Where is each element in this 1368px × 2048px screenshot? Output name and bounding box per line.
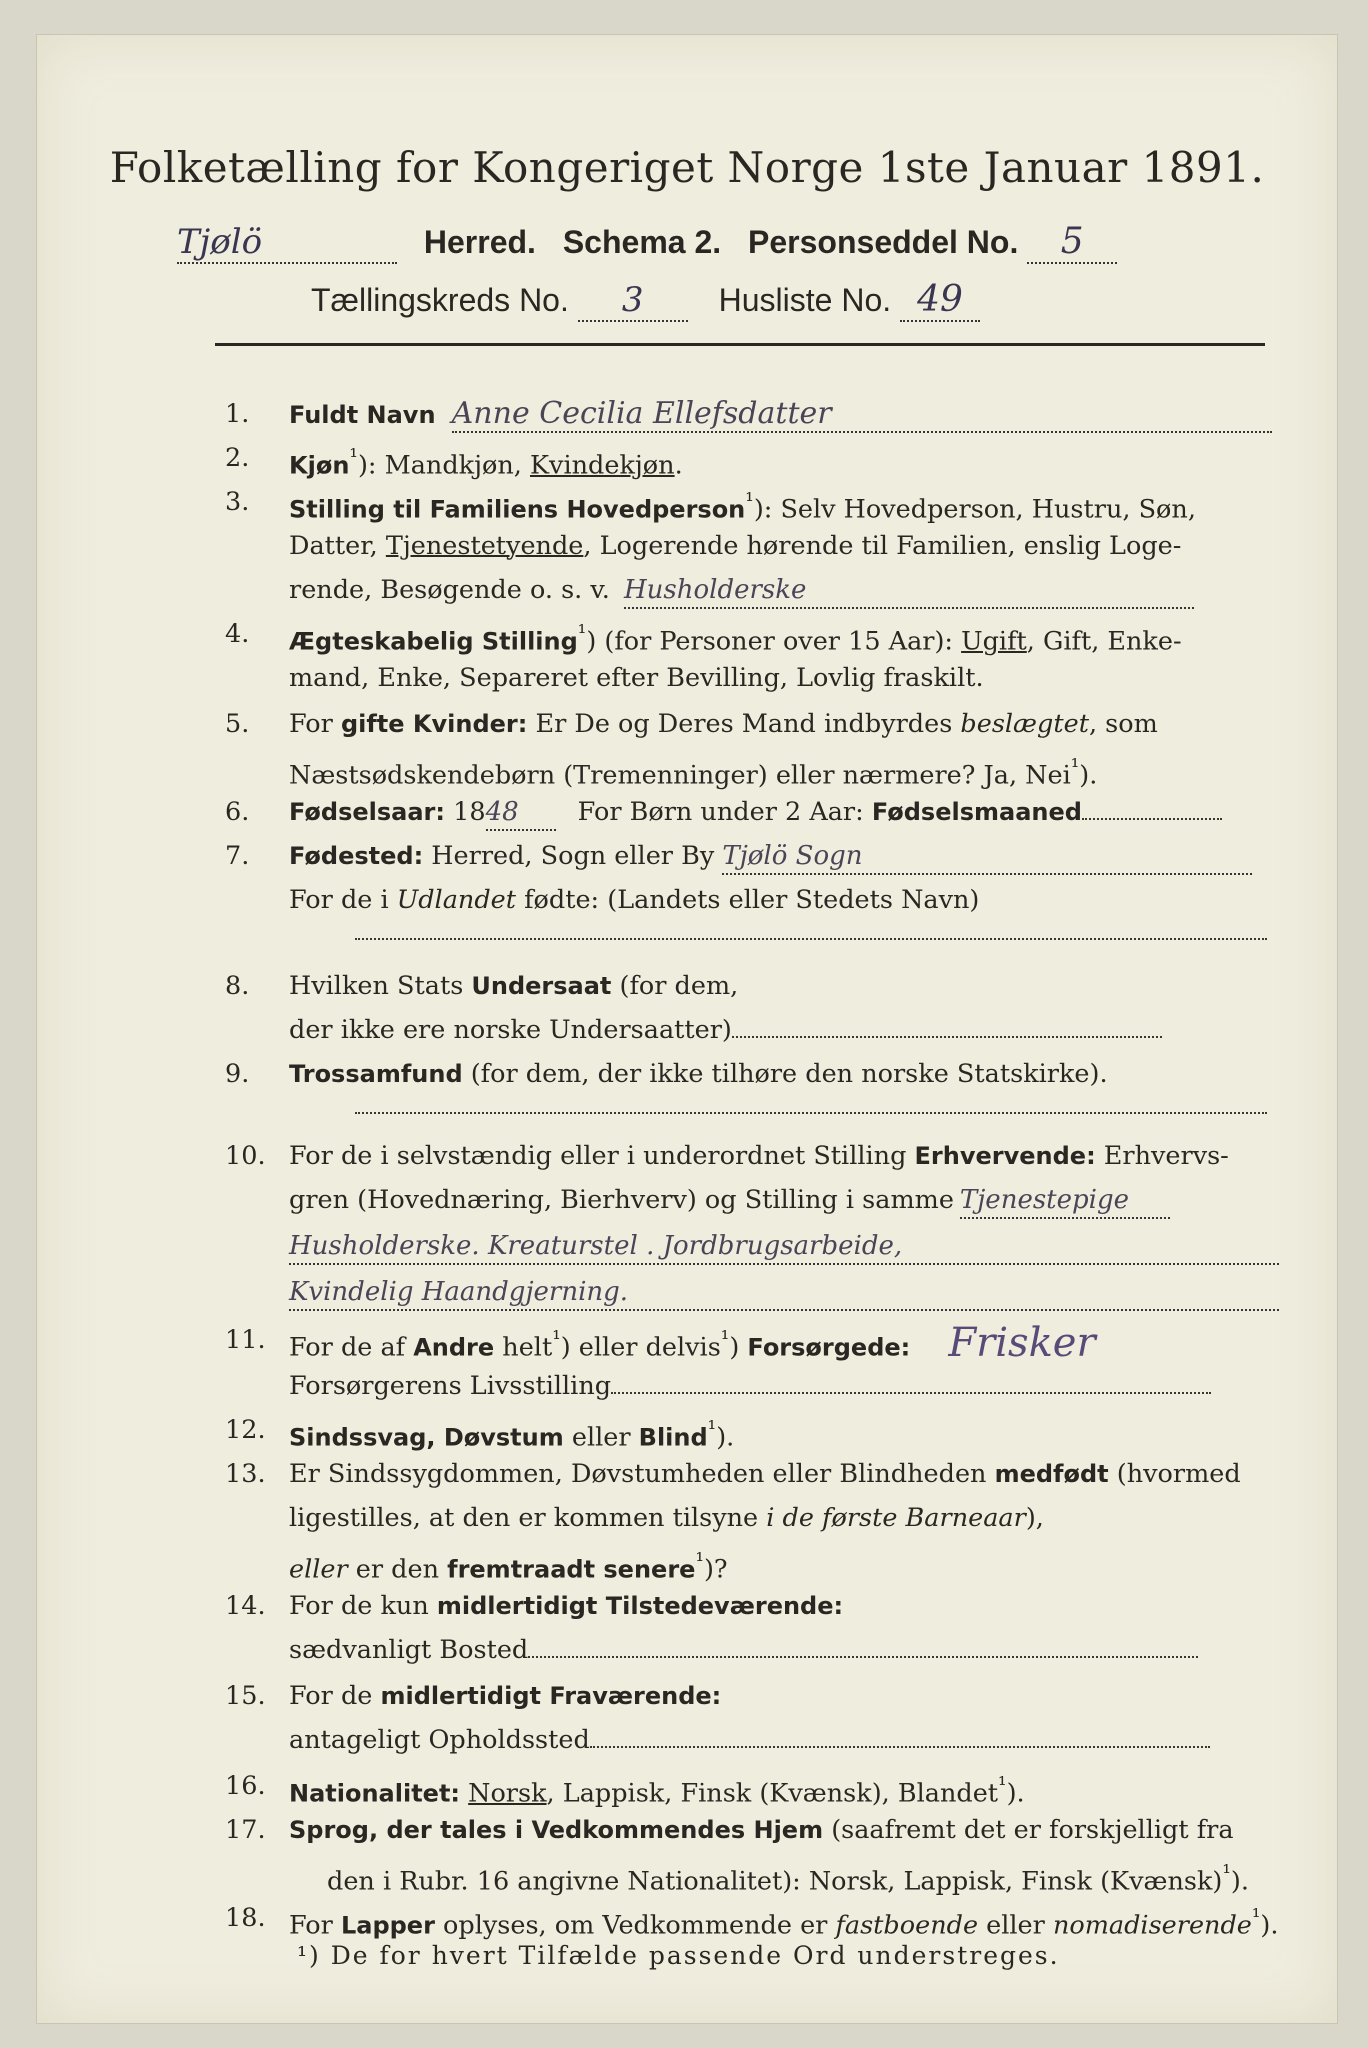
selected-option: Kvindekjøn <box>530 450 675 481</box>
field-text: fødte: (Landets eller Stedets Navn) <box>516 885 980 915</box>
field-label: Sprog, der tales i Vedkommendes Hjem <box>289 1816 824 1844</box>
item-number: 3. <box>225 487 250 517</box>
selected-option: Tjenestetyende <box>385 531 584 561</box>
item-number: 12. <box>225 1415 266 1445</box>
field-text: Er De og Deres Mand indbyrdes <box>527 709 961 739</box>
field-text: (saafremt det er forskjelligt fra <box>823 1815 1234 1845</box>
dotted-line <box>611 1391 1211 1394</box>
field-text: Næstsødskendebørn (Tremenninger) eller nærmere? Ja, Nei <box>289 760 1071 791</box>
field-text: beslægtet <box>960 709 1089 739</box>
schema-label: Schema 2. <box>562 224 722 260</box>
field-label: Andre <box>413 1333 495 1362</box>
field-label: Fødselsmaaned <box>871 798 1082 826</box>
field-label: Stilling til Familiens Hovedperson <box>289 495 746 524</box>
field-label: Blind <box>638 1423 708 1452</box>
field-text: ) (for Personer over 15 Aar): <box>586 626 962 657</box>
dotted-line <box>355 1111 1267 1114</box>
field-text: For <box>289 1910 341 1941</box>
field-label: Trossamfund <box>289 1060 463 1088</box>
field-text: Er Sindssygdommen, Døvstumheden eller Blindheden <box>289 1459 995 1489</box>
field-text: er den <box>347 1554 448 1585</box>
field-label: Fødested: <box>289 842 424 870</box>
field-text: eller <box>563 1422 639 1453</box>
occupation-value: Husholderske. Kreaturstel . Jordbrugsarbeide, <box>289 1229 1279 1265</box>
field-text: For de i selvstændig eller i underordnet Stilling <box>289 1141 915 1171</box>
kreds-line <box>311 279 980 322</box>
field-text: ) <box>729 1332 748 1363</box>
field-text: Herred, Sogn eller By <box>431 841 715 871</box>
field-text: nomadiserende <box>1052 1910 1252 1941</box>
dotted-line <box>355 937 1267 940</box>
field-text: ): Selv Hovedperson, Hustru, Søn, <box>753 494 1196 525</box>
field-text: helt <box>494 1332 553 1363</box>
position-value: Husholderske <box>624 573 1194 609</box>
field-text: mand, Enke, Separeret efter Bevilling, Lovlig fraskilt. <box>289 663 984 693</box>
personseddel-value: 5 <box>1027 221 1117 264</box>
field-text: i de første Barneaar <box>766 1503 1026 1533</box>
full-name-value: Anne Cecilia Ellefsdatter <box>452 397 1272 433</box>
field-text: ). <box>1230 1866 1249 1897</box>
field-text: For de kun <box>289 1591 437 1621</box>
field-label: midlertidigt Fraværende: <box>380 1682 722 1710</box>
husliste-value: 49 <box>900 279 980 322</box>
supported-value: Frisker <box>948 1319 1096 1366</box>
herred-value: Tjølö <box>177 222 397 264</box>
field-text: ) eller delvis <box>560 1332 721 1363</box>
field-text: Hvilken Stats <box>289 971 472 1001</box>
field-text: )? <box>703 1554 728 1585</box>
herred-label: Herred. <box>423 224 536 260</box>
field-text: For de af <box>289 1332 414 1363</box>
field-text: 18 <box>453 797 486 827</box>
field-text: For de <box>289 1681 381 1711</box>
field-text: (for dem, <box>611 971 739 1001</box>
item-number: 4. <box>225 619 250 649</box>
personseddel-label: Personseddel No. <box>748 224 1019 260</box>
item-number: 17. <box>225 1815 266 1845</box>
field-text: (hvormed <box>1108 1459 1241 1489</box>
field-text: Udlandet <box>396 885 516 915</box>
item-number: 1. <box>225 399 250 429</box>
occupation-value: Tjenestepige <box>960 1183 1170 1219</box>
selected-option: Norsk <box>468 1778 547 1809</box>
item-number: 9. <box>225 1059 250 1089</box>
field-text: rende, Besøgende o. s. v. <box>289 575 610 605</box>
field-label: Forsørgede: <box>747 1333 911 1362</box>
header-rule <box>215 343 1265 346</box>
item-number: 14. <box>225 1591 266 1621</box>
field-text: , Lappisk, Finsk (Kvænsk), Blandet <box>546 1778 999 1809</box>
field-text: For <box>289 709 341 739</box>
field-label: Erhvervende: <box>914 1142 1096 1170</box>
field-label: medfødt <box>994 1460 1109 1488</box>
item-number: 16. <box>225 1771 266 1801</box>
husliste-label: Husliste No. <box>718 282 892 318</box>
birth-year-value: 48 <box>486 795 556 831</box>
field-label: Fødselsaar: <box>289 798 445 826</box>
item-number: 6. <box>225 797 250 827</box>
kreds-value: 3 <box>578 280 688 322</box>
item-number: 8. <box>225 971 250 1001</box>
field-text: For Børn under 2 Aar: <box>577 797 864 827</box>
field-text: ). <box>1079 760 1098 791</box>
field-label: Kjøn <box>289 451 350 480</box>
field-label: Ægteskabelig Stilling <box>289 627 578 656</box>
field-text: (for dem, der ikke tilhøre den norske Statskirke). <box>462 1059 1108 1089</box>
field-label: Sindssvag, Døvstum <box>289 1423 564 1452</box>
field-text: eller <box>978 1910 1053 1941</box>
herred-line <box>177 221 1117 264</box>
field-text: fastboende <box>835 1910 979 1941</box>
field-text: For de i <box>289 885 397 915</box>
field-text: , som <box>1088 709 1158 739</box>
footnote: ¹) De for hvert Tilfælde passende Ord understreges. <box>297 1941 1060 1970</box>
field-text: sædvanligt Bosted <box>289 1635 529 1665</box>
footnote-mark: ¹ <box>349 445 358 470</box>
selected-option: Ugift <box>961 626 1027 657</box>
occupation-value: Kvindelig Haandgjerning. <box>289 1275 1279 1311</box>
field-label: Nationalitet: <box>289 1779 461 1808</box>
field-label: midlertidigt Tilstedeværende: <box>436 1592 844 1620</box>
item-number: 10. <box>225 1141 266 1171</box>
field-text: Erhvervs- <box>1095 1141 1229 1171</box>
field-text: , Logerende hørende til Familien, enslig Loge- <box>583 531 1182 561</box>
census-form: Folketælling for Kongeriget Norge 1ste Januar 1891. Tjølö Herred. Schema 2. Personseddel No. 5 Tællingskreds No. 3 Husliste No. 49 1. Fuldt Navn Anne Cecilia Ellefsdatter 2. Kjøn$^{^1}$): Mandkjøn, Kvindekjøn. 3. Stilling til Familiens Hovedperson$^{^1}$): Selv Hovedperson, Hustru, Søn, Datter, Tjenestetyende, Logerende hørende til Familien, enslig Loge- rende, Besøgende o. s. v. Husholderske 4. Ægteskabelig Stilling$^{^1}$) (for Personer over 15 Aar): Ugift, Gift, Enke- mand, Enke, Separeret efter Bevilling, Lovlig fraskilt. 5. For gifte Kvinder: Er De og Deres Mand indbyrdes beslægtet, som Næstsødskendebørn (Tremenninger) eller nærmere? Ja, Nei$^{^1}$). 6. Fødselsaar: 1848 For Børn under 2 Aar: Fødselsmaaned 7. Fødested: Herred, Sogn eller By Tjølö Sogn For de i Udlandet fødte: (Landets eller Stedets Navn) 8. Hvilken Stats Undersaat (for dem, der ikke ere norske Undersaatter) 9. Trossamfund (for dem, der ikke tilhøre den norske Statskirke). 10. For de i selvstændig eller i underordnet Stilling Erhvervende: Erhvervs- gren (Hovednæring, Bierhverv) og Stilling i samme Tjenestepige Husholderske. Kreaturstel . Jordbrugsarbeide, Kvindelig Haandgjerning. 11. For de af Andre helt$^{^1}$) eller delvis$^{^1}$) Forsørgede: Frisker Forsørgerens Livsstilling 12. Sindssvag, Døvstum eller Blind$^{^1}$). 13. Er Sindssygdommen, Døvstumheden eller Blindheden medfødt (hvormed ligestilles, at den er kommen tilsyne i de første Barneaar), eller er den fremtraadt senere$^{^1}$)? 14. For de kun midlertidigt Tilstedeværende: sædvanligt Bosted 15. For de midlertidigt Fraværende: antageligt Opholdssted 16. Nationalitet: Norsk, Lappisk, Finsk (Kvænsk), Blandet$^{^1}$). 17. Sprog, der tales i Vedkommendes Hjem (saafremt det er forskjelligt fra den i Rubr. 16 angivne Nationalitet): Norsk, Lappisk, Finsk (Kvænsk)$^{^1}$). 18. For Lapper oplyses, om Vedkommende er fastboende eller nomadiserende$^{^1}$). ¹) De for hvert Tilfælde passende Ord understreges. <box>36 34 1338 2024</box>
dotted-line <box>1082 817 1222 820</box>
field-text: ligestilles, at den er kommen tilsyne <box>289 1503 767 1533</box>
field-text: ): Mandkjøn, <box>357 450 530 481</box>
item-number: 5. <box>225 709 250 739</box>
field-text: den i Rubr. 16 angivne Nationalitet): Norsk, Lappisk, Finsk (Kvænsk) <box>327 1866 1223 1897</box>
kreds-label: Tællingskreds No. <box>311 282 569 318</box>
field-text: der ikke ere norske Undersaatter) <box>289 1015 732 1045</box>
field-text: eller <box>289 1554 348 1585</box>
field-label: Lapper <box>340 1911 435 1940</box>
item-number: 11. <box>225 1325 266 1355</box>
item-number: 15. <box>225 1681 266 1711</box>
field-label: Undersaat <box>471 972 612 1000</box>
field-label: gifte Kvinder: <box>340 710 528 738</box>
dotted-line <box>528 1655 1198 1658</box>
item-number: 2. <box>225 443 250 473</box>
field-text: ), <box>1025 1503 1044 1533</box>
dotted-line <box>590 1745 1210 1748</box>
field-text: gren (Hovednæring, Bierhverv) og Stilling i samme <box>289 1185 954 1215</box>
item-number: 7. <box>225 841 250 871</box>
field-text: Datter, <box>289 531 386 561</box>
field-label: fremtraadt senere <box>447 1555 696 1584</box>
field-text: ). <box>716 1422 735 1453</box>
field-text: ). <box>1006 1778 1025 1809</box>
field-text: . <box>674 450 683 481</box>
item-number: 18. <box>225 1903 266 1933</box>
birthplace-value: Tjølö Sogn <box>722 839 1252 875</box>
field-text: Forsørgerens Livsstilling <box>289 1371 612 1401</box>
item-number: 13. <box>225 1459 266 1489</box>
dotted-line <box>732 1035 1162 1038</box>
field-text: oplyses, om Vedkommende er <box>434 1910 836 1941</box>
field-text: antageligt Opholdssted <box>289 1725 590 1755</box>
field-label: Fuldt Navn <box>289 401 436 429</box>
form-title: Folketælling for Kongeriget Norge 1ste Januar 1891. <box>109 143 1265 192</box>
field-text: , Gift, Enke- <box>1026 626 1182 657</box>
field-text: ). <box>1260 1910 1279 1941</box>
